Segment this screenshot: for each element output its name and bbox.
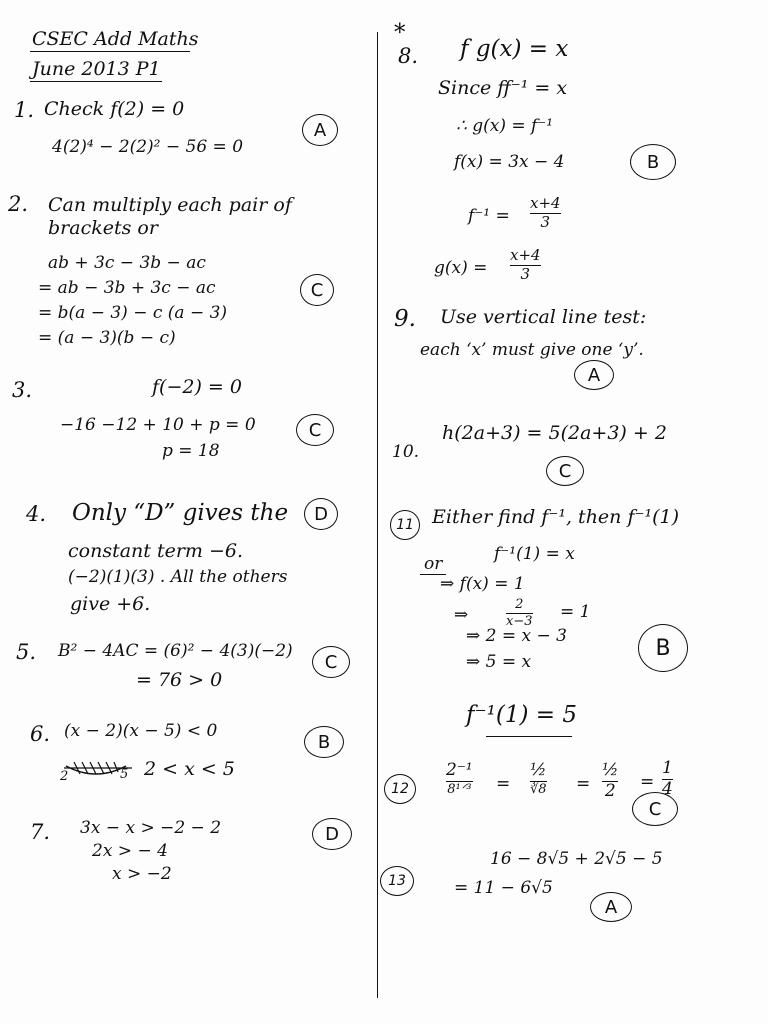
- q6-solution: 2 < x < 5: [144, 758, 235, 780]
- q4-line-1: Only “D” gives the: [72, 500, 289, 526]
- q12-f1-num: 2⁻¹: [446, 760, 473, 780]
- q8-frac-den: 3: [540, 212, 551, 231]
- q8-inverse-fraction: [530, 196, 561, 231]
- q4-line-4: give +6.: [70, 593, 151, 615]
- q12-equals-3: =: [640, 772, 655, 792]
- q11-result-underline: [486, 736, 572, 737]
- q2-line-2: brackets or: [48, 217, 158, 239]
- q9-line-1: Use vertical line test:: [440, 306, 647, 328]
- q12-f3-den: 2: [604, 780, 616, 801]
- header-subtitle: June 2013 P1: [32, 58, 161, 80]
- q12-answer-circle: C: [632, 792, 678, 826]
- q8-answer-circle: B: [630, 144, 676, 180]
- q4-line-3: (−2)(1)(3) . All the others: [68, 567, 288, 587]
- header-underline: [30, 51, 190, 52]
- column-divider: [377, 32, 378, 998]
- header-title: CSEC Add Maths: [32, 28, 199, 50]
- q11-line-6: ⇒ 2 = x − 3: [466, 626, 567, 646]
- q7-line-1: 3x − x > −2 − 2: [80, 818, 222, 838]
- q5-line-2: = 76 > 0: [136, 669, 223, 691]
- q12-f3-num: ½: [602, 760, 619, 780]
- q5-number: 5.: [16, 640, 37, 664]
- q2-number: 2.: [8, 192, 29, 216]
- q4-number: 4.: [26, 502, 47, 526]
- q13-line-1: 16 − 8√5 + 2√5 − 5: [490, 849, 663, 869]
- q3-answer-circle: C: [296, 414, 334, 446]
- q7-number: 7.: [30, 820, 51, 844]
- q8-line-4: f(x) = 3x − 4: [454, 152, 565, 172]
- q12-f2-num: ½: [530, 760, 547, 780]
- q8-g-fraction: [510, 248, 541, 283]
- q5-line-1: B² − 4AC = (6)² − 4(3)(−2): [58, 641, 293, 661]
- q2-line-5: = b(a − 3) − c (a − 3): [38, 303, 228, 323]
- q1-line-2: 4(2)⁴ − 2(2)² − 56 = 0: [52, 137, 244, 157]
- q12-fraction-3: [602, 762, 618, 801]
- q8-line-3: ∴ g(x) = f⁻¹: [456, 116, 554, 136]
- q4-answer-circle: D: [304, 498, 338, 530]
- q12-number-circle: 12: [384, 774, 416, 804]
- q7-line-3: x > −2: [112, 864, 172, 884]
- q9-number: 9.: [394, 306, 416, 332]
- q8-frac-num: x+4: [530, 194, 561, 212]
- q9-answer-circle: A: [574, 360, 614, 390]
- q11-implies-1: ⇒: [454, 605, 469, 625]
- q11-or: or: [424, 554, 443, 574]
- q6-line-1: (x − 2)(x − 5) < 0: [64, 721, 218, 741]
- q11-result: f⁻¹(1) = 5: [466, 702, 577, 728]
- q11-line-4: ⇒ f(x) = 1: [440, 574, 525, 594]
- q7-answer-circle: D: [312, 818, 352, 850]
- star-mark: *: [394, 20, 406, 46]
- q2-answer-circle: C: [300, 274, 334, 306]
- q12-fraction-2: [530, 762, 547, 796]
- q12-f1-den: 8¹ᐟ³: [447, 781, 472, 797]
- q10-line-1: h(2a+3) = 5(2a+3) + 2: [442, 422, 667, 444]
- q6-number: 6.: [30, 722, 51, 746]
- q8-line-5: f⁻¹ =: [468, 206, 510, 226]
- q13-line-2: = 11 − 6√5: [454, 878, 553, 898]
- q1-number: 1.: [14, 98, 35, 122]
- q3-line-3: p = 18: [162, 441, 220, 461]
- q3-number: 3.: [12, 378, 33, 402]
- q2-line-1: Can multiply each pair of: [48, 194, 292, 216]
- q11-line-1: Either find f⁻¹, then f⁻¹(1): [432, 506, 680, 528]
- q11-line-3: f⁻¹(1) = x: [494, 544, 575, 564]
- q2-line-4: = ab − 3b + 3c − ac: [38, 278, 216, 298]
- q9-line-2: each ‘x’ must give one ‘y’.: [420, 340, 644, 360]
- q12-f4-num: 1: [662, 758, 673, 778]
- q8-line-6: g(x) =: [434, 258, 488, 278]
- q10-number: 10.: [392, 442, 420, 462]
- q12-f2-den: ∛8: [530, 781, 547, 797]
- q5-answer-circle: C: [312, 646, 350, 678]
- q2-line-3: ab + 3c − 3b − ac: [48, 253, 206, 273]
- q2-line-6: = (a − 3)(b − c): [38, 328, 176, 348]
- q11-line-7: ⇒ 5 = x: [466, 652, 532, 672]
- q8-g-frac-den: 3: [520, 264, 531, 283]
- q13-answer-circle: A: [590, 892, 632, 922]
- q6-answer-circle: B: [304, 726, 344, 758]
- q8-g-frac-num: x+4: [510, 246, 541, 264]
- q12-equals-2: =: [576, 774, 591, 794]
- q11-answer-circle: B: [638, 624, 688, 672]
- q6-root-2: 2: [60, 769, 69, 784]
- q11-frac-num: 2: [515, 597, 524, 612]
- q11-fraction: [506, 598, 533, 628]
- q3-line-1: f(−2) = 0: [152, 376, 242, 398]
- q1-answer-circle: A: [302, 114, 338, 146]
- q12-f4-den: 4: [662, 778, 673, 799]
- q13-number-circle: 13: [380, 866, 414, 896]
- q8-line-1: f g(x) = x: [460, 36, 569, 62]
- header-underline-2: [30, 81, 162, 82]
- q10-answer-circle: C: [546, 456, 584, 486]
- q3-line-2: −16 −12 + 10 + p = 0: [60, 415, 256, 435]
- q11-number-circle: 11: [390, 510, 420, 540]
- q1-line-1: Check f(2) = 0: [44, 98, 185, 120]
- q11-line-5: = 1: [560, 602, 591, 622]
- q4-line-2: constant term −6.: [68, 540, 244, 562]
- q7-line-2: 2x > − 4: [92, 841, 168, 861]
- q12-equals-1: =: [496, 774, 511, 794]
- q6-root-5: 5: [120, 767, 129, 782]
- q8-number: 8.: [398, 44, 419, 68]
- q8-line-2: Since ff⁻¹ = x: [438, 77, 568, 99]
- q12-fraction-1: [446, 762, 473, 796]
- q11-frac-den: x−3: [506, 613, 533, 629]
